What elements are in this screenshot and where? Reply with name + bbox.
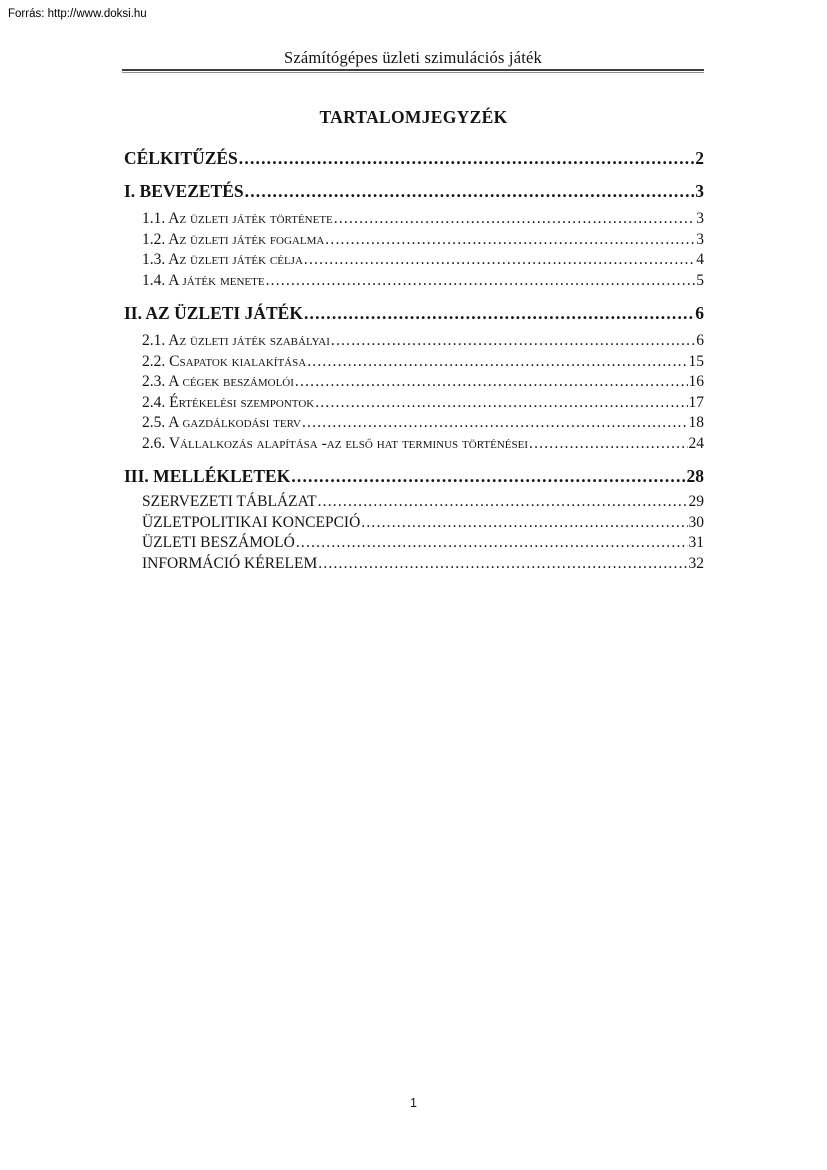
toc-entry-page: 28 bbox=[686, 466, 704, 486]
toc-entry-page: 29 bbox=[688, 493, 704, 510]
dot-leader bbox=[325, 230, 695, 251]
toc-entry-label: INFORMÁCIÓ KÉRELEM bbox=[142, 554, 318, 572]
toc-entry-label: 1.1. Az üzleti játék története bbox=[142, 210, 333, 227]
toc-entry-label: II. AZ ÜZLETI JÁTÉK bbox=[124, 303, 303, 323]
toc-entry bbox=[142, 352, 704, 373]
dot-leader bbox=[291, 465, 685, 487]
dot-leader bbox=[245, 180, 695, 202]
dot-leader bbox=[239, 147, 694, 169]
toc-entry-label: 1.2. Az üzleti játék fogalma bbox=[142, 230, 325, 248]
toc-entry bbox=[142, 513, 704, 534]
toc-entry bbox=[142, 209, 704, 230]
toc-entry-page: 2 bbox=[695, 148, 704, 168]
toc-entry-page: 31 bbox=[688, 534, 704, 551]
toc-entry-page: 3 bbox=[695, 181, 704, 201]
dot-leader bbox=[304, 250, 695, 271]
toc-entry-page: 24 bbox=[688, 434, 704, 452]
toc-entry-page: 17 bbox=[688, 393, 704, 411]
dot-leader bbox=[318, 554, 687, 575]
toc-entry bbox=[124, 465, 704, 487]
toc-entry-label: 2.5. A gazdálkodási terv bbox=[142, 414, 301, 431]
toc-entry-label: 2.4. Értékelési szempontok bbox=[142, 393, 315, 411]
toc-entry-label: 1.4. A játék menete bbox=[142, 271, 265, 289]
header-rule bbox=[122, 69, 704, 73]
running-header-title: Számítógépes üzleti szimulációs játék bbox=[283, 48, 543, 67]
toc-entry bbox=[142, 250, 704, 271]
toc-entry bbox=[142, 393, 704, 414]
toc-entry bbox=[142, 372, 704, 393]
toc-entry-page: 4 bbox=[696, 251, 704, 268]
toc-entry-page: 6 bbox=[696, 332, 704, 349]
toc-entry-page: 5 bbox=[696, 271, 704, 289]
toc-entry-page: 32 bbox=[688, 554, 704, 572]
toc-entry-label: CÉLKITŰZÉS bbox=[124, 148, 238, 168]
toc-entry-label: 2.2. Csapatok kialakítása bbox=[142, 352, 307, 370]
toc-entry-label: 2.3. A cégek beszámolói bbox=[142, 373, 294, 390]
toc-entry-page: 15 bbox=[688, 352, 704, 370]
toc-entry bbox=[142, 413, 704, 434]
dot-leader bbox=[296, 533, 688, 554]
dot-leader bbox=[529, 434, 688, 455]
toc-entry-label: ÜZLETI BESZÁMOLÓ bbox=[142, 534, 295, 551]
dot-leader bbox=[266, 271, 696, 292]
toc-entry-label: 2.1. Az üzleti játék szabályai bbox=[142, 332, 330, 349]
dot-leader bbox=[304, 302, 694, 324]
toc-entry-page: 18 bbox=[688, 414, 704, 431]
toc-entry-page: 3 bbox=[696, 230, 704, 248]
toc-entry bbox=[142, 434, 704, 455]
toc-entry-label: 1.3. Az üzleti játék célja bbox=[142, 251, 303, 268]
toc-entry bbox=[142, 533, 704, 554]
source-link[interactable]: Forrás: http://www.doksi.hu bbox=[8, 8, 147, 20]
toc-entry bbox=[142, 554, 704, 575]
toc-entry bbox=[124, 180, 704, 202]
toc-entry-label: 2.6. Vállalkozás alapítása -az első hat terminus történései bbox=[142, 434, 528, 452]
toc-entry-label: III. MELLÉKLETEK bbox=[124, 466, 291, 486]
toc-entry-page: 6 bbox=[695, 303, 704, 323]
toc-entry bbox=[142, 271, 704, 292]
toc-entry-page: 3 bbox=[696, 210, 704, 227]
toc-entry-label: ÜZLETPOLITIKAI KONCEPCIÓ bbox=[142, 513, 361, 531]
dot-leader bbox=[361, 513, 687, 534]
toc-entry-page: 16 bbox=[688, 373, 704, 390]
table-of-contents bbox=[124, 147, 704, 574]
toc-entry bbox=[142, 331, 704, 352]
dot-leader bbox=[331, 331, 695, 352]
toc-entry bbox=[142, 492, 704, 513]
toc-title: TARTALOMJEGYZÉK bbox=[319, 107, 508, 127]
toc-entry-label: I. BEVEZETÉS bbox=[124, 181, 244, 201]
dot-leader bbox=[307, 352, 687, 373]
dot-leader bbox=[318, 492, 688, 513]
toc-entry-label: SZERVEZETI TÁBLÁZAT bbox=[142, 493, 317, 510]
dot-leader bbox=[315, 393, 687, 414]
page-number: 1 bbox=[410, 1096, 417, 1110]
toc-entry bbox=[142, 230, 704, 251]
toc-entry-page: 30 bbox=[688, 513, 704, 531]
toc-entry bbox=[124, 302, 704, 324]
toc-entry bbox=[124, 147, 704, 169]
dot-leader bbox=[334, 209, 695, 230]
dot-leader bbox=[302, 413, 688, 434]
dot-leader bbox=[295, 372, 688, 393]
